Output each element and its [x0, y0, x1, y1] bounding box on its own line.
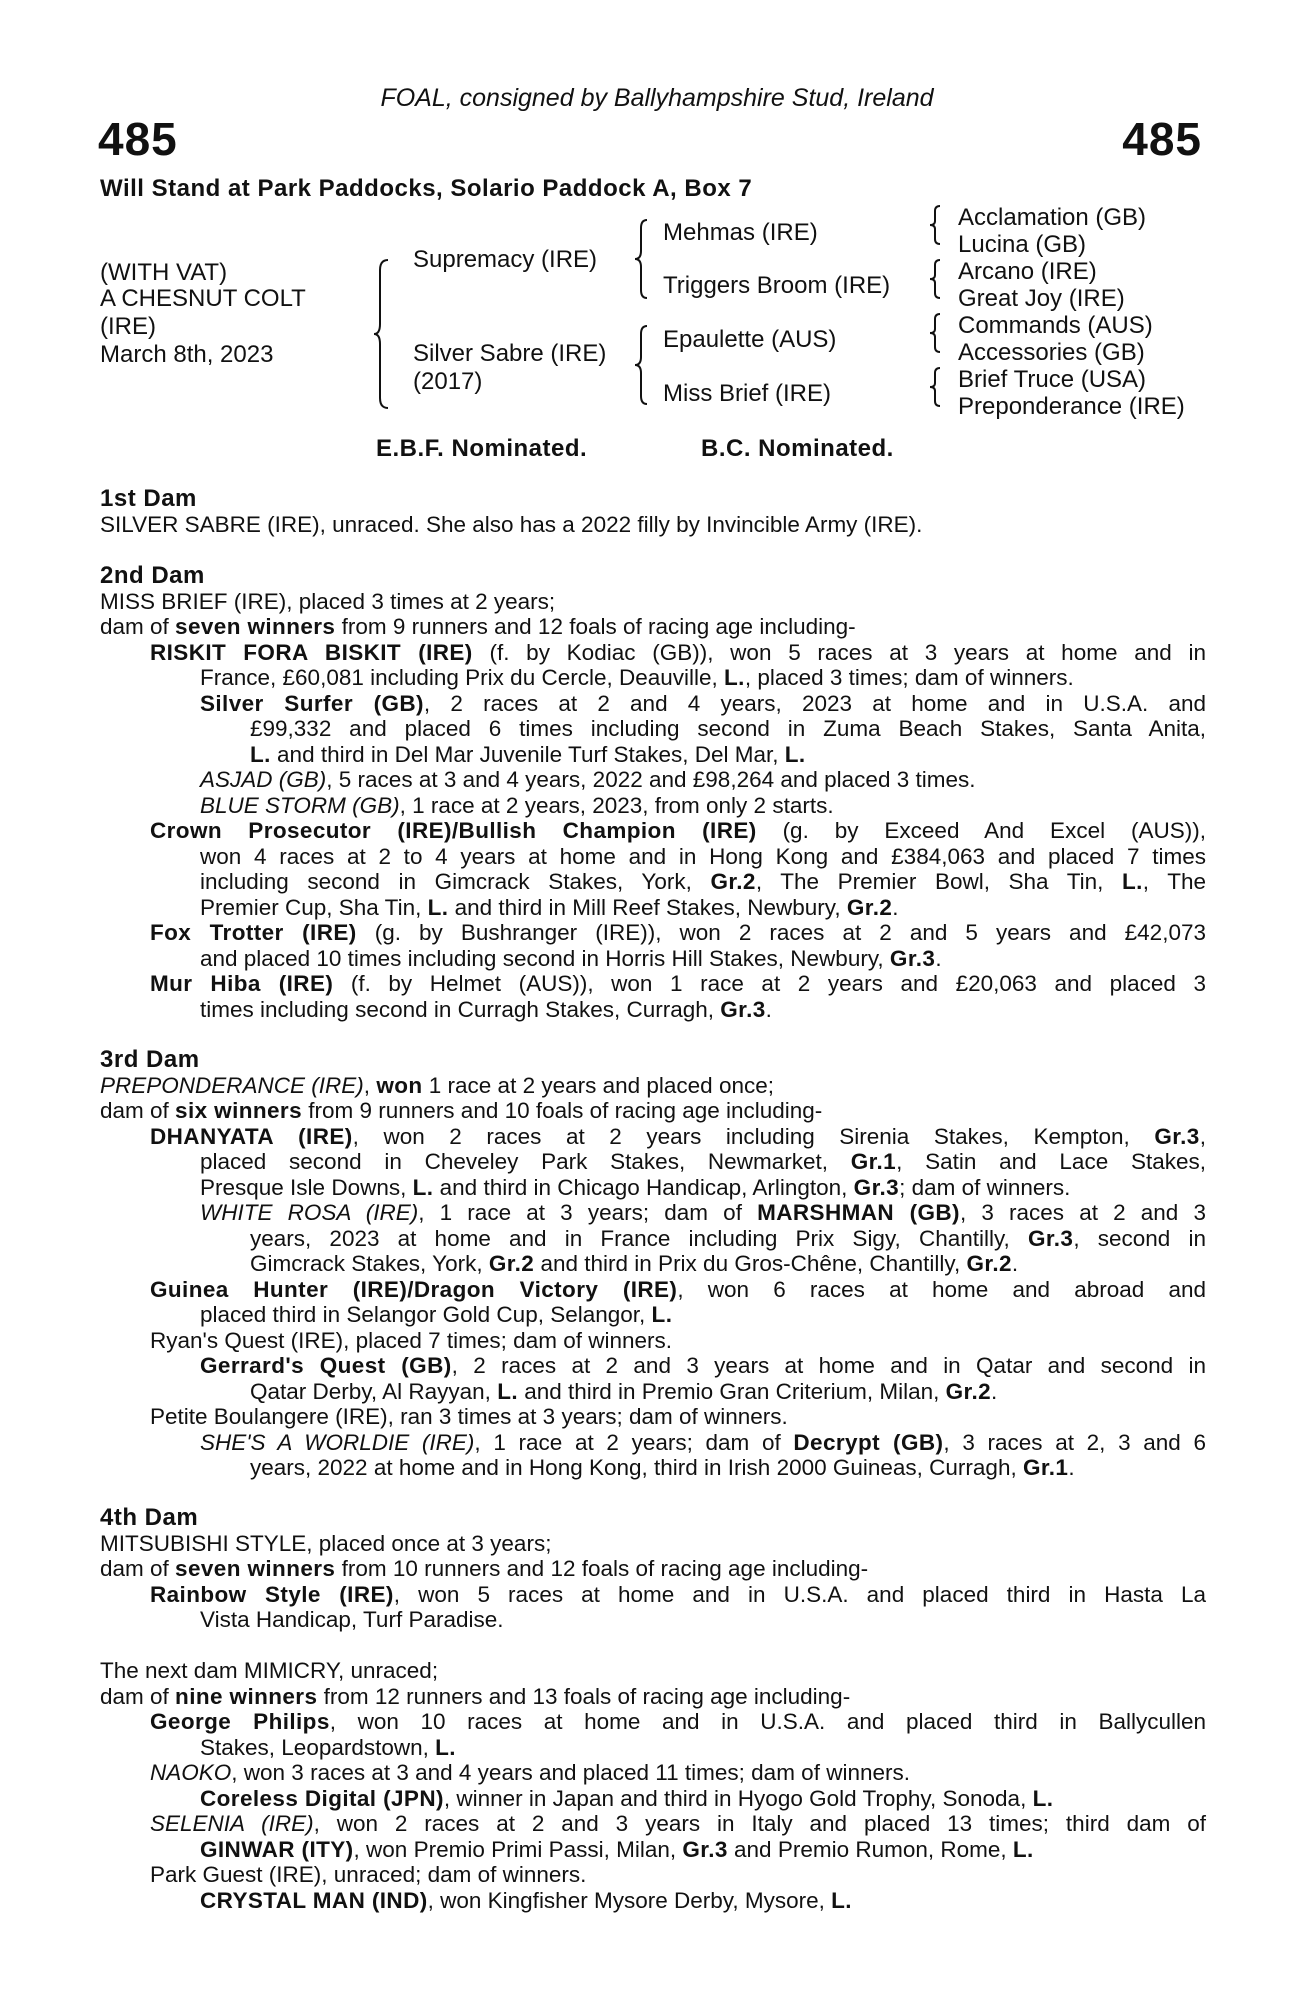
text: , won 10 races at home and in U.S.A. and placed third in Ballycullen: [329, 1709, 1207, 1734]
produce-entry: [100, 1124, 1206, 1150]
text: dam of: [100, 1556, 176, 1581]
section-heading: 2nd Dam: [100, 562, 205, 589]
text: from 10 runners and 12 foals of racing age including-: [335, 1556, 869, 1581]
produce-entry: [100, 640, 1206, 666]
produce-entry-cont: [100, 665, 1206, 691]
horse-name: SELENIA (IRE): [150, 1811, 314, 1836]
text: from 9 runners and 12 foals of racing age including-: [335, 614, 856, 639]
text: (g. by Bushranger (IRE)), won 2 races at 2 and 5 years and £42,073: [356, 920, 1206, 945]
lot-number-left: 485: [98, 113, 178, 165]
consignment-line: FOAL, consigned by Ballyhampshire Stud, Ireland: [380, 84, 934, 112]
grade: L.: [435, 1734, 456, 1760]
produce-entry: [100, 793, 1206, 819]
text: and third in Mill Reef Stakes, Newbury,: [448, 894, 847, 920]
produce-entry: [100, 971, 1206, 997]
produce-entry: [100, 1200, 1206, 1226]
horse-name: RISKIT FORA BISKIT (IRE): [150, 639, 473, 665]
produce-entry-cont: [100, 742, 1206, 768]
text: dam of: [100, 614, 176, 639]
dam-line: MITSUBISHI STYLE, placed once at 3 years;: [100, 1530, 552, 1556]
winners-count: six winners: [175, 1098, 302, 1123]
first-dam-section: [100, 486, 1206, 537]
horse-name: Decrypt (GB): [793, 1429, 944, 1455]
horse-dob: March 8th, 2023: [100, 341, 274, 368]
produce-entry: [100, 1353, 1206, 1379]
grade: Gr.2: [966, 1251, 1012, 1276]
produce-entry: Ryan's Quest (IRE), placed 7 times; dam of winners.: [150, 1327, 672, 1353]
text: , 2 races at 2 and 4 years, 2023 at home and in U.S.A. and: [423, 690, 1206, 716]
produce-entry-cont: Gimcrack Stakes, York, Gr.2 and third in Prix du Gros-Chêne, Chantilly, Gr.2.: [250, 1251, 1019, 1276]
produce-entry-cont: [100, 869, 1206, 895]
produce-entry: Park Guest (IRE), unraced; dam of winners.: [150, 1862, 587, 1887]
winners-count: seven winners: [175, 614, 336, 639]
grade: L.: [724, 665, 745, 690]
winners-count: seven winners: [175, 1556, 336, 1581]
produce-entry-cont: [100, 1302, 1206, 1328]
text: (f. by Kodiac (GB)), won 5 races at 3 years at home and in: [472, 639, 1206, 665]
horse-name: NAOKO: [150, 1760, 232, 1785]
section-heading: 3rd Dam: [100, 1046, 200, 1073]
dam-foaling-year: (2017): [413, 368, 483, 395]
pedigree-brace-sire: [633, 218, 649, 300]
text: , won 3 races at 3 and 4 years and placed 11 times; dam of winners.: [231, 1760, 910, 1785]
produce-entry-cont: Premier Cup, Sha Tin, L. and third in Mill Reef Stakes, Newbury, Gr.2.: [200, 894, 899, 920]
dam-sire: Epaulette (AUS): [663, 326, 837, 353]
pedigree-brace-main: [372, 258, 392, 410]
dam-line: [100, 1073, 1206, 1099]
text: and third in Del Mar Juvenile Turf Stakes, Del Mar,: [270, 741, 785, 767]
grade: L.: [651, 1302, 673, 1327]
grade: Gr.3: [889, 945, 936, 971]
text: from 9 runners and 10 foals of racing age including-: [302, 1098, 823, 1123]
produce-entry: [100, 1811, 1206, 1837]
first-dam-text: SILVER SABRE (IRE), unraced. She also has a 2022 filly by Invincible Army (IRE).: [100, 511, 923, 537]
produce-entry-cont: £99,332 and placed 6 times including second in Zuma Beach Stakes, Santa Anita,: [250, 716, 1206, 741]
text: ,: [363, 1072, 377, 1098]
produce-entry: [100, 1430, 1206, 1456]
horse-name-suffix: (IRE): [100, 313, 156, 340]
text: , won 2 races at 2 and 3 years in Italy and placed 13 times; third dam of: [313, 1811, 1207, 1836]
text: Presque Isle Downs,: [200, 1174, 413, 1200]
text: dam of: [100, 1098, 176, 1123]
grade: L.: [412, 1174, 434, 1200]
horse-name: Silver Surfer (GB): [200, 690, 424, 716]
horse-name: CRYSTAL MAN (IND): [200, 1887, 428, 1913]
grade: L.: [497, 1378, 518, 1404]
grade: L.: [427, 894, 449, 920]
sire-sire: Mehmas (IRE): [663, 219, 818, 246]
text: France, £60,081 including Prix du Cercle, Deauville,: [200, 665, 725, 690]
pedigree-brace-g1: [928, 204, 942, 246]
horse-name: Gerrard's Quest (GB): [200, 1353, 452, 1378]
text: , The: [1142, 869, 1206, 894]
text: dam of: [100, 1683, 176, 1709]
text: 1 race at 2 years and placed once;: [422, 1072, 774, 1098]
produce-entry-cont: Qatar Derby, Al Rayyan, L. and third in Premio Gran Criterium, Milan, Gr.2.: [250, 1378, 998, 1404]
text: placed third in Selangor Gold Cup, Selangor,: [200, 1302, 652, 1327]
text: , winner in Japan and third in Hyogo Gold Trophy, Sonoda,: [443, 1785, 1033, 1811]
grade: L.: [831, 1887, 852, 1913]
g4: Great Joy (IRE): [958, 285, 1125, 312]
produce-entry: [100, 818, 1206, 844]
section-heading: 4th Dam: [100, 1504, 199, 1531]
grade: Gr.3: [853, 1174, 900, 1200]
dam-line: MISS BRIEF (IRE), placed 3 times at 2 years;: [100, 588, 556, 614]
horse-name: Coreless Digital (JPN): [200, 1785, 444, 1811]
third-dam-section: [100, 1047, 1206, 1481]
produce-entry-cont: and placed 10 times including second in Horris Hill Stakes, Newbury, Gr.3.: [200, 945, 942, 971]
text: Qatar Derby, Al Rayyan,: [250, 1378, 498, 1404]
text: ,: [1199, 1123, 1206, 1149]
grade: Gr.3: [682, 1836, 728, 1862]
text: , 2 races at 2 and 3 years at home and in Qatar and second in: [451, 1353, 1206, 1378]
dam-line: The next dam MIMICRY, unraced;: [100, 1658, 439, 1683]
dam: Silver Sabre (IRE): [413, 340, 607, 367]
text: , 1 race at 2 years, 2023, from only 2 starts.: [399, 792, 834, 818]
fourth-dam-section: [100, 1505, 1206, 1633]
text: Premier Cup, Sha Tin,: [200, 894, 428, 920]
text: won: [376, 1072, 423, 1098]
horse-name: Mur Hiba (IRE): [150, 971, 334, 996]
produce-entry: [100, 920, 1206, 946]
g3: Arcano (IRE): [958, 258, 1097, 285]
lot-number-right: 485: [1122, 113, 1202, 165]
dam-dam: Miss Brief (IRE): [663, 380, 831, 407]
g6: Accessories (GB): [958, 339, 1145, 366]
text: , won 2 races at 2 years including Sirenia Stakes, Kempton,: [352, 1123, 1155, 1149]
g5: Commands (AUS): [958, 312, 1153, 339]
produce-entry-cont: [100, 1735, 1206, 1761]
grade: L.: [784, 741, 806, 767]
text: including second in Gimcrack Stakes, York,: [200, 869, 711, 894]
text: (g. by Exceed And Excel (AUS)),: [756, 818, 1206, 843]
text: years, 2022 at home and in Hong Kong, third in Irish 2000 Guineas, Curragh,: [250, 1455, 1023, 1480]
grade: Gr.2: [710, 869, 756, 894]
horse-name: GINWAR (ITY): [200, 1836, 354, 1862]
horse-name: ASJAD (GB): [200, 767, 327, 792]
horse-name: George Philips: [150, 1709, 330, 1734]
pedigree-brace-g4: [928, 366, 942, 408]
produce-entry: [100, 1582, 1206, 1608]
text: , 5 races at 3 and 4 years, 2022 and £98,264 and placed 3 times.: [326, 767, 976, 792]
text: , The Premier Bowl, Sha Tin,: [755, 869, 1122, 894]
text: and third in Chicago Handicap, Arlington,: [433, 1174, 854, 1200]
horse-name: MARSHMAN (GB): [757, 1200, 960, 1225]
horse-name: Guinea Hunter (IRE)/Dragon Victory (IRE): [150, 1276, 678, 1302]
text: and third in Premio Gran Criterium, Milan,: [517, 1378, 946, 1404]
pedigree-brace-g2: [928, 258, 942, 300]
text: , won 6 races at home and abroad and: [677, 1276, 1206, 1302]
horse-name: A CHESNUT COLT: [100, 285, 306, 312]
produce-summary: [100, 1098, 1206, 1124]
text: (f. by Helmet (AUS)), won 1 race at 2 years and £20,063 and placed 3: [333, 971, 1206, 996]
ebf-nominated: E.B.F. Nominated.: [376, 435, 588, 462]
grade: Gr.2: [488, 1251, 535, 1276]
sire-dam: Triggers Broom (IRE): [663, 272, 891, 299]
grade: Gr.3: [720, 996, 766, 1022]
next-dam-section: [100, 1658, 1206, 1913]
horse-name: DHANYATA (IRE): [150, 1123, 353, 1149]
text: and placed 10 times including second in Horris Hill Stakes, Newbury,: [200, 945, 890, 971]
sire: Supremacy (IRE): [413, 246, 598, 273]
bc-nominated: B.C. Nominated.: [701, 435, 894, 462]
pedigree-brace-dam: [633, 324, 649, 406]
standing-location: Will Stand at Park Paddocks, Solario Paddock A, Box 7: [100, 175, 753, 202]
text: , Satin and Lace Stakes,: [896, 1149, 1206, 1174]
grade: Gr.2: [846, 894, 893, 920]
horse-name: SHE'S A WORLDIE (IRE): [200, 1429, 475, 1455]
produce-entry: [100, 1709, 1206, 1735]
text: , placed 3 times; dam of winners.: [744, 665, 1074, 690]
text: times including second in Curragh Stakes, Curragh,: [200, 996, 721, 1022]
g2: Lucina (GB): [958, 231, 1087, 258]
second-dam-section: [100, 563, 1206, 1022]
text: and Premio Rumon, Rome,: [727, 1836, 1013, 1862]
text: , won Kingfisher Mysore Derby, Mysore,: [427, 1887, 832, 1913]
produce-entry-cont: [100, 1837, 1206, 1863]
produce-entry: [100, 1786, 1206, 1812]
produce-entry: [100, 691, 1206, 717]
horse-name: Rainbow Style (IRE): [150, 1581, 394, 1607]
vat-note: (WITH VAT): [100, 259, 228, 286]
produce-entry-cont: years, 2022 at home and in Hong Kong, third in Irish 2000 Guineas, Curragh, Gr.1.: [250, 1455, 1075, 1480]
text: , second in: [1073, 1225, 1206, 1251]
produce-entry-cont: Vista Handicap, Turf Paradise.: [200, 1607, 504, 1632]
g8: Preponderance (IRE): [958, 393, 1185, 420]
text: Stakes, Leopardstown,: [200, 1734, 436, 1760]
produce-entry: Petite Boulangere (IRE), ran 3 times at 3 years; dam of winners.: [150, 1404, 788, 1429]
grade: Gr.3: [1027, 1225, 1074, 1251]
winners-count: nine winners: [175, 1683, 318, 1709]
text: ; dam of winners.: [899, 1174, 1071, 1200]
produce-entry-cont: won 4 races at 2 to 4 years at home and in Hong Kong and £384,063 and placed 7 times: [200, 843, 1206, 869]
produce-entry-cont: [100, 1175, 1206, 1201]
text: , 1 race at 2 years; dam of: [474, 1429, 794, 1455]
text: years, 2023 at home and in France including Prix Sigy, Chantilly,: [250, 1225, 1028, 1251]
produce-entry: [100, 1277, 1206, 1303]
grade: L.: [1032, 1785, 1054, 1811]
text: Gimcrack Stakes, York,: [250, 1251, 489, 1276]
pedigree-brace-g3: [928, 312, 942, 354]
produce-entry: [100, 767, 1206, 793]
horse-name: Crown Prosecutor (IRE)/Bullish Champion (IRE): [150, 818, 757, 843]
horse-name: WHITE ROSA (IRE): [200, 1200, 419, 1225]
g1: Acclamation (GB): [958, 204, 1147, 231]
text: , 3 races at 2 and 3: [959, 1200, 1206, 1225]
produce-summary: [100, 1556, 1206, 1582]
section-heading: 1st Dam: [100, 485, 197, 512]
horse-name: BLUE STORM (GB): [200, 792, 400, 818]
produce-entry-cont: times including second in Curragh Stakes, Curragh, Gr.3.: [200, 996, 772, 1022]
grade: L.: [1122, 869, 1143, 894]
produce-entry: [100, 1760, 1206, 1786]
text: and third in Prix du Gros-Chêne, Chantilly,: [534, 1251, 967, 1276]
grade: Gr.3: [1154, 1123, 1200, 1149]
produce-entry: [100, 1888, 1206, 1914]
produce-summary: [100, 614, 1206, 640]
grade: L.: [1012, 1836, 1034, 1862]
text: , 3 races at 2, 3 and 6: [943, 1429, 1206, 1455]
grade: Gr.2: [945, 1378, 992, 1404]
grade: Gr.1: [850, 1149, 897, 1174]
text: , won Premio Primi Passi, Milan,: [353, 1836, 683, 1862]
produce-summary: [100, 1684, 1206, 1710]
g7: Brief Truce (USA): [958, 366, 1147, 393]
text: , won 5 races at home and in U.S.A. and placed third in Hasta La: [393, 1581, 1206, 1607]
horse-name: PREPONDERANCE (IRE): [100, 1072, 364, 1098]
grade: Gr.1: [1022, 1455, 1069, 1480]
text: placed second in Cheveley Park Stakes, Newmarket,: [200, 1149, 851, 1174]
horse-name: Fox Trotter (IRE): [150, 920, 357, 945]
grade: L.: [250, 741, 271, 767]
text: from 12 runners and 13 foals of racing age including-: [317, 1683, 851, 1709]
produce-entry-cont: [100, 1226, 1206, 1252]
produce-entry-cont: [100, 1149, 1206, 1175]
text: , 1 race at 3 years; dam of: [418, 1200, 758, 1225]
